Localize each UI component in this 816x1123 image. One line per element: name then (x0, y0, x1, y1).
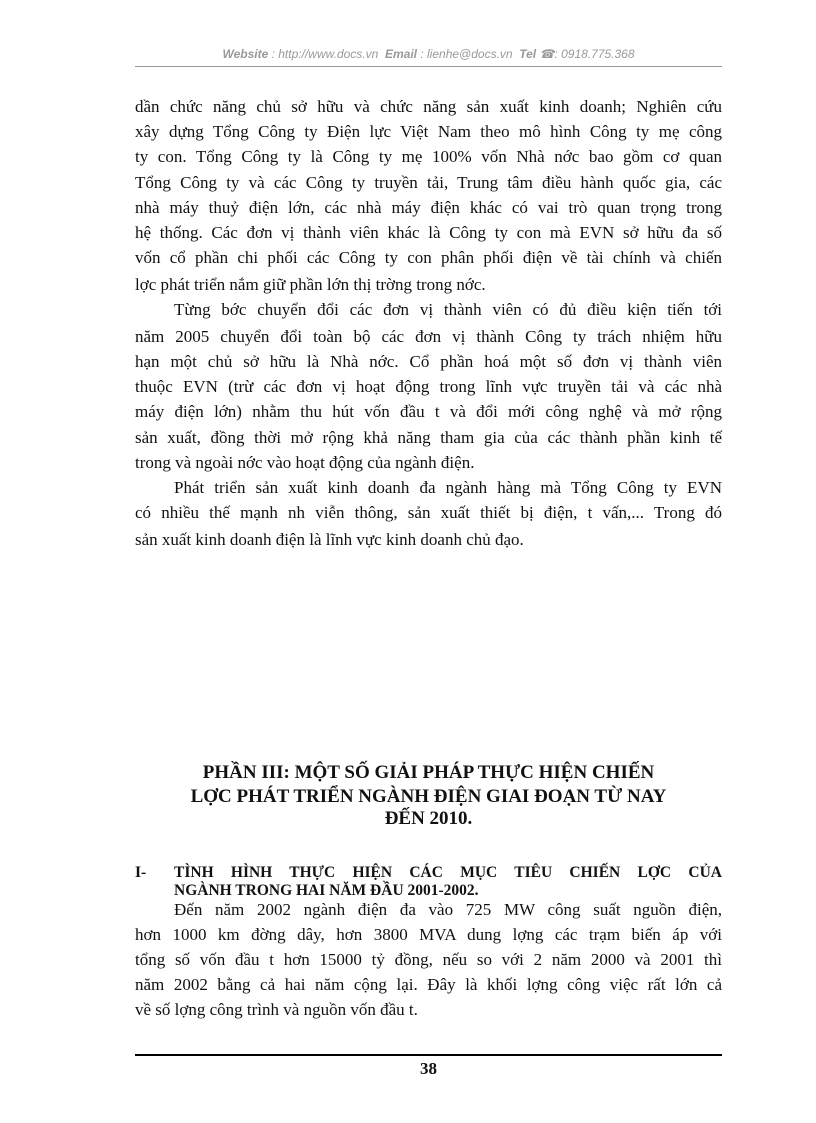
page-number: 38 (420, 1059, 437, 1078)
text-line: có nhiều thế mạnh nh viễn thông, sản xuất thiết bị điện, t vấn,... Trong đó (135, 503, 722, 522)
text-line: lợc phát triển nắm giữ phần lớn thị trờng trong nớc. (135, 275, 486, 294)
part-heading-line: LỢC PHÁT TRIỂN NGÀNH ĐIỆN GIAI ĐOẠN TỪ NAY (190, 786, 667, 807)
email-value: : lienhe@docs.vn (420, 47, 513, 61)
text-line: dần chức năng chủ sở hữu và chức năng sản xuất kinh doanh; Nghiên cứu (135, 97, 722, 116)
text-line: Tổng Công ty và các Công ty truyền tải, Trung tâm điều hành quốc gia, các (135, 173, 722, 192)
text-line: Từng bớc chuyển đổi các đơn vị thành viên có đủ điều kiện tiến tới (174, 300, 722, 319)
section-number: I- (135, 864, 147, 881)
part-heading-line: ĐẾN 2010. (384, 808, 473, 829)
website-label: Website (222, 47, 269, 61)
text-line: hệ thống. Các đơn vị thành viên khác là Công ty con mà EVN sở hữu đa số (135, 223, 722, 242)
text-line: thuộc EVN (trừ các đơn vị hoạt động trong lĩnh vực truyền tải và các nhà (135, 377, 722, 396)
text-line: nhà máy thuỷ điện lớn, các nhà máy điện khác có vai trò quan trọng trong (135, 198, 722, 217)
text-line: hơn 1000 km đờng dây, hơn 3800 MVA dung lợng các trạm biến áp với (135, 925, 722, 944)
text-line: hạn một chủ sở hữu là Nhà nớc. Cổ phần hoá một số đơn vị thành viên (135, 352, 722, 371)
text-line: trong và ngoài nớc vào hoạt động của ngành điện. (135, 453, 475, 472)
text-line: ty con. Tổng Công ty là Công ty mẹ 100% vốn Nhà nớc bao gồm cơ quan (135, 147, 722, 166)
footer-divider (135, 1054, 722, 1056)
phone-icon: ☎ (539, 47, 555, 61)
text-line: năm 2002 bằng cả hai năm cộng lại. Đây là khối lợng công việc rất lớn cả (135, 975, 722, 994)
text-line: vốn cổ phần chi phối các Công ty con phân phối điện về tài chính và chiến (135, 248, 722, 267)
website-value: : http://www.docs.vn (271, 47, 379, 61)
email-label: Email (384, 47, 417, 61)
text-line: Đến năm 2002 ngành điện đa vào 725 MW công suất nguồn điện, (174, 900, 722, 919)
text-line: sản xuất, đồng thời mở rộng khả năng tham gia của các thành phần kinh tế (135, 428, 722, 447)
part-heading-line: PHẦN III: MỘT SỐ GIẢI PHÁP THỰC HIỆN CHIẾN (202, 762, 655, 783)
text-line: tổng số vốn đầu t hơn 15000 tỷ đồng, nếu so với 2 năm 2000 và 2001 thì (135, 950, 722, 969)
section-title-line: NGÀNH TRONG HAI NĂM ĐẦU 2001-2002. (174, 882, 479, 899)
text-line: Phát triển sản xuất kinh doanh đa ngành hàng mà Tổng Công ty EVN (174, 478, 722, 497)
header-divider (135, 66, 722, 67)
tel-value: : 0918.775.368 (554, 47, 635, 61)
text-line: năm 2005 chuyển đổi toàn bộ các đơn vị thành Công ty trách nhiệm hữu (135, 327, 722, 346)
section-title-line: TÌNH HÌNH THỰC HIỆN CÁC MỤC TIÊU CHIẾN LỢC CỦA (174, 864, 722, 881)
text-line: máy điện lớn) nhằm thu hút vốn đầu t và đổi mới công nghệ và mở rộng (135, 402, 722, 421)
text-line: sản xuất kinh doanh điện là lĩnh vực kinh doanh chủ đạo. (135, 530, 524, 549)
text-line: xây dựng Tổng Công ty Điện lực Việt Nam theo mô hình Công ty mẹ công (135, 122, 722, 141)
text-line: về số lợng công trình và nguồn vốn đầu t. (135, 1000, 418, 1019)
page-header (135, 47, 722, 61)
tel-label: Tel (519, 47, 537, 61)
